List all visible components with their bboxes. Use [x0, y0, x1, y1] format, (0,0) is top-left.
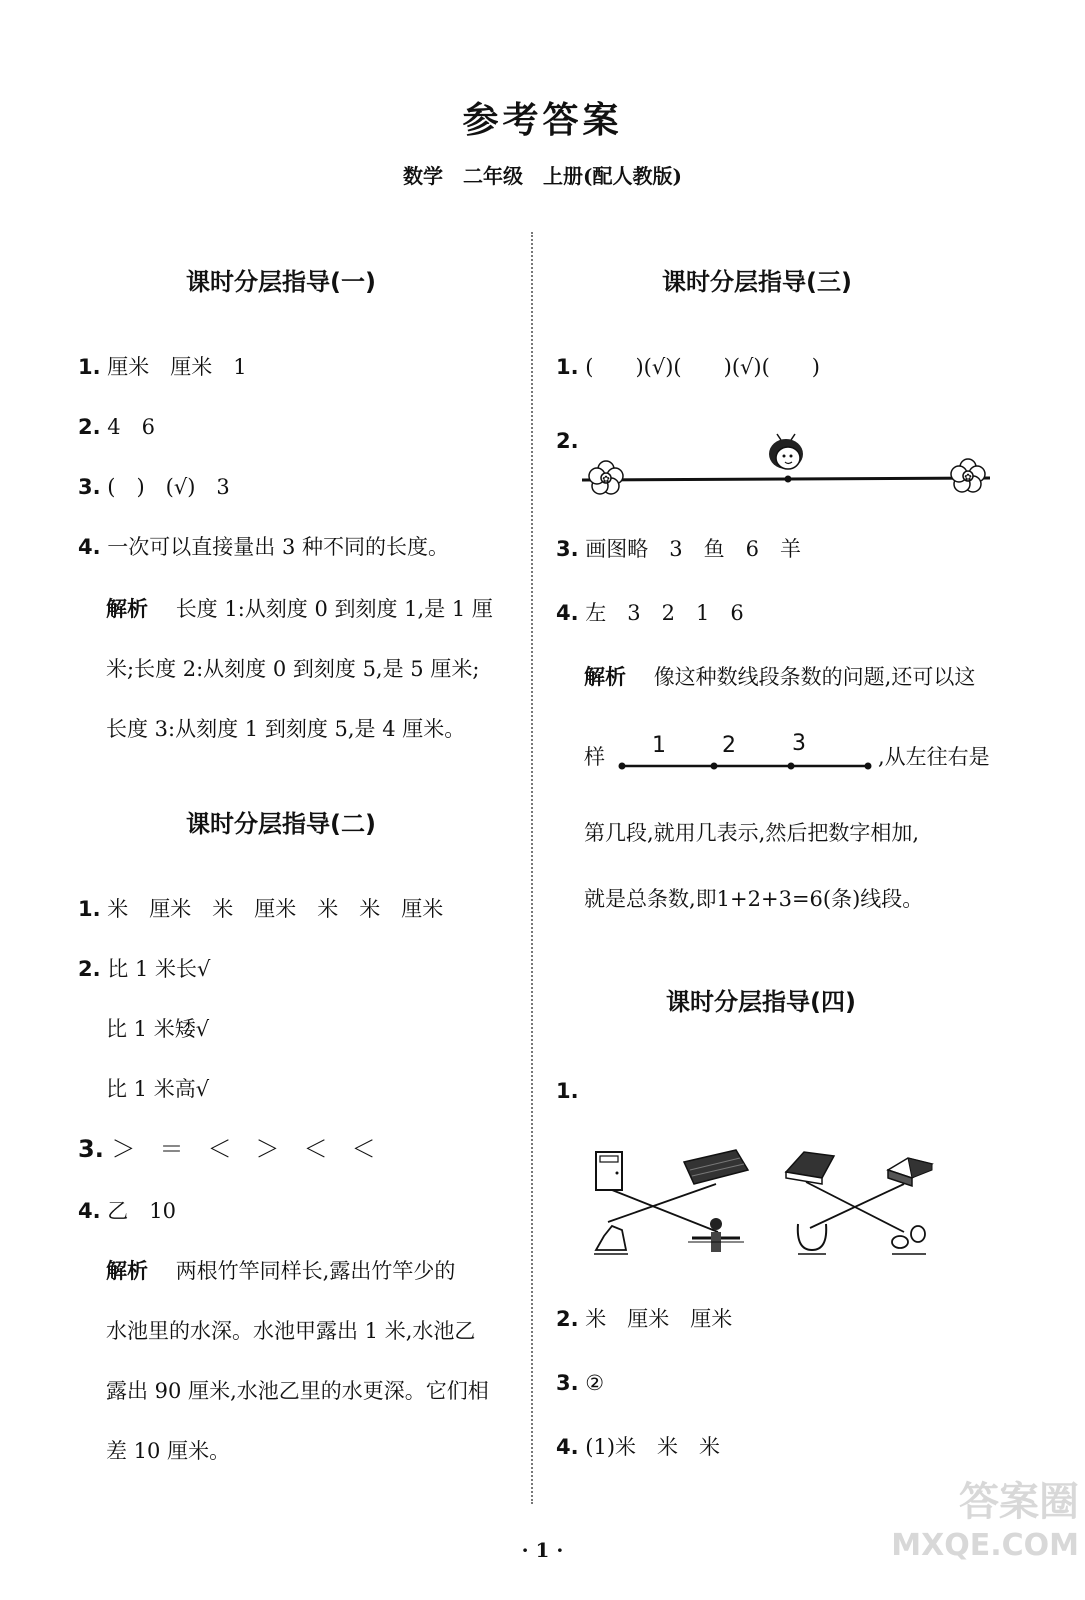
flower-icon: [589, 461, 623, 494]
hands-measure-icon: [798, 1224, 826, 1254]
answer-3-1: [556, 352, 820, 382]
svg-text:✿: ✿: [964, 473, 972, 483]
answer-text: 米 厘米 厘米: [585, 1307, 733, 1331]
book-icon: [786, 1152, 834, 1184]
question-number: 3.: [556, 1371, 579, 1395]
answer-1-1: [78, 352, 247, 382]
page-title: 参考答案: [462, 99, 623, 141]
analysis-1-line-2: 米;长度 2:从刻度 0 到刻度 5,是 5 厘米;: [106, 657, 480, 681]
answer-text: ( ) (√) 3: [107, 475, 230, 499]
analysis-1-line-3: 长度 3:从刻度 1 到刻度 5,是 4 厘米。: [106, 717, 466, 741]
answer-4-2: [556, 1304, 732, 1334]
answer-4-4: [556, 1432, 720, 1462]
question-number: 4.: [78, 1199, 101, 1223]
question-number: 2.: [556, 1307, 579, 1331]
analysis-1-line-1: [106, 594, 493, 624]
question-number: 4.: [556, 601, 579, 625]
svg-text:✿: ✿: [602, 475, 610, 485]
answer-text: 乙 10: [107, 1199, 177, 1223]
analysis-label: 解析: [106, 597, 148, 621]
page-subtitle: 数学 二年级 上册(配人教版): [403, 164, 682, 188]
analysis-3-line-3: 第几段,就用几表示,然后把数字相加,: [584, 821, 920, 845]
answer-text: 4 6: [107, 415, 156, 439]
answer-text: ②: [585, 1371, 605, 1395]
flower-icon: [951, 459, 985, 492]
answer-3-4: [556, 598, 744, 628]
footstep-icon: [892, 1226, 926, 1254]
answer-text: (1)米 米 米: [585, 1435, 721, 1459]
answer-text: 左 3 2 1 6: [585, 601, 744, 625]
page-number: · 1 ·: [521, 1538, 564, 1562]
segment-label-1: 1: [652, 733, 666, 758]
section-heading-3: 课时分层指导(三): [662, 268, 852, 296]
matching-diagram: [586, 1146, 946, 1268]
question-number: 2.: [556, 429, 579, 453]
answer-2-4: [78, 1196, 176, 1226]
watermark-url: MXQE.COM: [891, 1528, 1079, 1563]
segment-diagram: [616, 726, 876, 776]
answer-2-2-line-3: 比 1 米高√: [106, 1077, 210, 1101]
number-line-figure: [578, 430, 998, 500]
question-number: 2.: [78, 957, 101, 981]
section-heading-2: 课时分层指导(二): [186, 810, 376, 838]
answer-4-3: [556, 1368, 604, 1398]
answer-text: ＞ ＝ ＜ ＞ ＜ ＜: [111, 1135, 376, 1163]
analysis-2-line-3: 露出 90 厘米,水池乙里的水更深。它们相: [106, 1379, 489, 1403]
answer-text: 厘米 厘米 1: [107, 355, 247, 379]
question-number: 3.: [78, 475, 101, 499]
answer-text: 一次可以直接量出 3 种不同的长度。: [107, 535, 449, 559]
answer-3-2: [556, 426, 579, 456]
question-number: 1.: [78, 355, 101, 379]
answer-1-4: [78, 532, 449, 562]
answer-2-3: [78, 1134, 375, 1164]
question-number: 4.: [556, 1435, 579, 1459]
segment-label-2: 2: [722, 733, 736, 758]
answer-2-1: [78, 894, 443, 924]
analysis-text: 像这种数线段条数的问题,还可以这: [653, 665, 976, 689]
question-number: 1.: [556, 1079, 579, 1103]
answer-2-2-line-2: 比 1 米矮√: [106, 1017, 210, 1041]
column-divider: [531, 232, 533, 1504]
answer-4-1: [556, 1076, 579, 1106]
answer-text: 比 1 米长√: [107, 957, 211, 981]
answer-text: 米 厘米 米 厘米 米 米 厘米: [107, 897, 444, 921]
analysis-3-line-2b: ,从左往右是: [878, 745, 990, 769]
keyboard-icon: [684, 1150, 748, 1184]
analysis-label: 解析: [584, 665, 626, 689]
question-number: 3.: [556, 537, 579, 561]
door-icon: [596, 1152, 622, 1190]
question-number: 3.: [78, 1135, 104, 1163]
ladybug-icon: [769, 434, 803, 469]
eraser-icon: [888, 1158, 932, 1186]
analysis-3-line-4: 就是总条数,即1+2+3=6(条)线段。: [584, 887, 924, 911]
analysis-text: 两根竹竿同样长,露出竹竿少的: [175, 1259, 456, 1283]
analysis-2-line-2: 水池里的水深。水池甲露出 1 米,水池乙: [106, 1319, 476, 1343]
analysis-2-line-4: 差 10 厘米。: [106, 1439, 231, 1463]
answer-2-2: [78, 954, 210, 984]
question-number: 1.: [78, 897, 101, 921]
answer-text: 画图略 3 鱼 6 羊: [585, 537, 802, 561]
question-number: 1.: [556, 355, 579, 379]
answer-1-3: [78, 472, 230, 502]
answer-1-2: [78, 412, 155, 442]
answer-3-3: [556, 534, 801, 564]
analysis-3-line-1: [584, 662, 975, 692]
question-number: 2.: [78, 415, 101, 439]
section-heading-1: 课时分层指导(一): [186, 268, 376, 296]
answer-text: ( )(√)( )(√)( ): [585, 355, 820, 379]
watermark-logo: 答案圈: [959, 1479, 1079, 1525]
section-heading-4: 课时分层指导(四): [666, 988, 856, 1016]
hand-span-icon: [594, 1226, 628, 1254]
analysis-2-line-1: [106, 1256, 455, 1286]
segment-label-3: 3: [792, 731, 806, 756]
analysis-3-line-2a: 样: [584, 745, 605, 769]
question-number: 4.: [78, 535, 101, 559]
analysis-label: 解析: [106, 1259, 148, 1283]
analysis-text: 长度 1:从刻度 0 到刻度 1,是 1 厘: [175, 597, 493, 621]
